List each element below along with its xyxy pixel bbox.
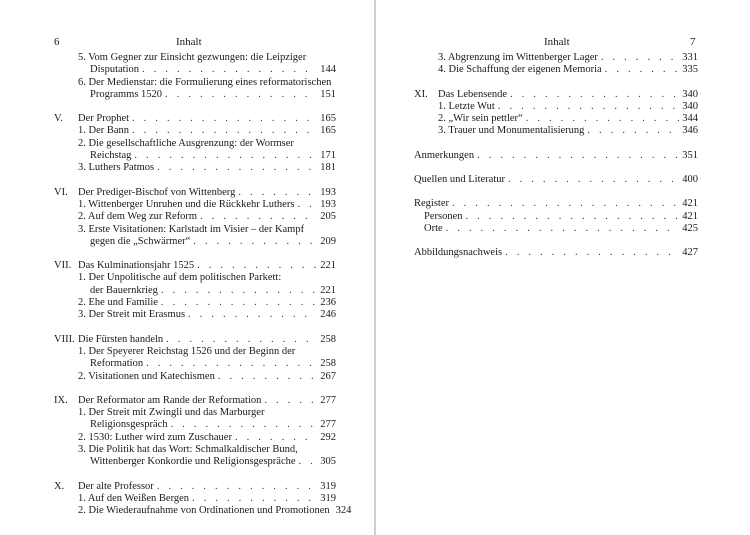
toc-entry-text: Register bbox=[414, 198, 449, 210]
toc-sub-entry[interactable] bbox=[78, 52, 336, 77]
toc-entry-text: gegen die „Schwärmer“ bbox=[90, 235, 191, 247]
toc-entry-text: 2. Die Wiederaufnahme von Ordinationen und Promotionen bbox=[78, 505, 330, 517]
chapter-number: IX. bbox=[54, 394, 68, 406]
toc-chapter bbox=[54, 187, 336, 248]
dot-leader bbox=[235, 432, 317, 444]
toc-sub-entry[interactable] bbox=[78, 297, 336, 309]
toc-page-number: 221 bbox=[320, 260, 336, 272]
toc-chapter bbox=[54, 334, 336, 383]
toc-entry-text: 4. Die Schaffung der eigenen Memoria bbox=[438, 64, 602, 76]
toc-sub-entry[interactable] bbox=[438, 52, 698, 64]
dot-leader bbox=[297, 199, 317, 211]
toc-entry-text: 3. Der Streit mit Erasmus bbox=[78, 309, 186, 321]
toc-register bbox=[414, 198, 698, 235]
toc-entry-text: Programms 1520 bbox=[90, 88, 163, 100]
chapter-number: VI. bbox=[54, 186, 68, 198]
toc-sub-entry[interactable] bbox=[78, 505, 352, 517]
dot-leader bbox=[508, 174, 679, 186]
toc-page-number: 221 bbox=[320, 284, 336, 296]
dot-leader bbox=[601, 52, 679, 64]
toc-sub-entry[interactable] bbox=[78, 162, 336, 174]
toc-entry-text: 1. Wittenberger Unruhen und die Rückkehr Luthers bbox=[78, 198, 295, 210]
toc-page-number: 277 bbox=[320, 419, 336, 431]
dot-leader bbox=[605, 64, 680, 76]
toc-chapter bbox=[414, 89, 698, 138]
toc-page-number: 144 bbox=[320, 64, 336, 76]
toc-sub-entry[interactable] bbox=[78, 125, 336, 137]
chapter-title: Das Lebensende bbox=[438, 88, 508, 100]
toc-entry-text: Reichstag bbox=[90, 150, 132, 162]
dot-leader bbox=[587, 125, 679, 137]
toc-entry-text: 2. 1530: Luther wird zum Zuschauer bbox=[78, 431, 232, 443]
toc-chapter-entry[interactable] bbox=[414, 89, 698, 101]
right-page bbox=[376, 0, 750, 535]
toc-entry-text: 1. Der Streit mit Zwingli und das Marburger bbox=[78, 407, 265, 419]
toc-entry-text: Orte bbox=[424, 222, 443, 234]
chapter-title: Der Prophet bbox=[78, 113, 130, 125]
toc-sub-entry[interactable] bbox=[78, 407, 336, 432]
dot-leader bbox=[132, 125, 317, 137]
dot-leader bbox=[188, 309, 317, 321]
toc-chapter-entry[interactable] bbox=[54, 260, 336, 272]
toc-entry-text: Disputation bbox=[90, 64, 139, 76]
toc-page-number: 400 bbox=[682, 174, 698, 186]
toc-sub-entry[interactable] bbox=[438, 64, 698, 76]
toc-entry-text: 2. „Wir sein pettler“ bbox=[438, 113, 523, 125]
toc-sub-entry[interactable] bbox=[78, 346, 336, 371]
toc-entry-register[interactable] bbox=[414, 198, 698, 210]
dot-leader bbox=[197, 260, 317, 272]
toc-page-number: 346 bbox=[682, 125, 698, 137]
left-running-head: Inhalt bbox=[176, 36, 202, 48]
chapter-number: VIII. bbox=[54, 333, 75, 345]
toc-page-number: 319 bbox=[320, 480, 336, 492]
toc-sub-entry[interactable] bbox=[78, 309, 336, 321]
dot-leader bbox=[134, 150, 317, 162]
toc-page-number: 236 bbox=[320, 297, 336, 309]
toc-entry-figures[interactable] bbox=[414, 247, 698, 259]
dot-leader bbox=[142, 64, 317, 76]
dot-leader bbox=[161, 297, 317, 309]
toc-appendix-notes bbox=[414, 150, 698, 162]
toc-sub-entry[interactable] bbox=[78, 444, 336, 469]
toc-sub-entry[interactable] bbox=[78, 138, 336, 163]
dot-leader bbox=[166, 334, 317, 346]
toc-page-number: 421 bbox=[682, 210, 698, 222]
toc-page-number: 151 bbox=[320, 88, 336, 100]
right-toc bbox=[414, 52, 698, 272]
toc-page-number: 344 bbox=[682, 113, 698, 125]
toc-page-number: 425 bbox=[682, 222, 698, 234]
toc-page-number: 340 bbox=[682, 100, 698, 112]
toc-entry-text: 1. Der Speyerer Reichstag 1526 und der Beginn der bbox=[78, 345, 296, 357]
dot-leader bbox=[505, 247, 679, 259]
toc-sub-entry[interactable] bbox=[438, 101, 698, 113]
toc-entry-text: Reformation bbox=[90, 358, 144, 370]
toc-group-continued bbox=[54, 52, 336, 101]
toc-chapter bbox=[54, 480, 352, 518]
chapter-title: Der alte Professor bbox=[78, 480, 154, 492]
dot-leader bbox=[238, 187, 317, 199]
dot-leader bbox=[157, 162, 317, 174]
toc-entry-text: 2. Die gesellschaftliche Ausgrenzung: der Wormser bbox=[78, 137, 294, 149]
toc-entry-text: 3. Erste Visitationen: Karlstadt im Visier – der Kampf bbox=[78, 223, 305, 235]
toc-sub-entry[interactable] bbox=[78, 493, 336, 505]
toc-chapter bbox=[54, 113, 336, 174]
toc-chapter-entry[interactable] bbox=[54, 113, 336, 125]
toc-chapter-entry[interactable] bbox=[54, 395, 336, 407]
dot-leader bbox=[218, 371, 317, 383]
toc-page-number: 267 bbox=[320, 370, 336, 382]
toc-appendix-sources bbox=[414, 174, 698, 186]
dot-leader bbox=[526, 113, 680, 125]
toc-page-number: 331 bbox=[682, 52, 698, 63]
toc-page-number: 209 bbox=[320, 235, 336, 247]
toc-chapter bbox=[54, 260, 336, 321]
toc-entry-text: 3. Abgrenzung im Wittenberger Lager bbox=[438, 52, 598, 63]
toc-entry-text: 1. Auf den Weißen Bergen bbox=[78, 492, 190, 504]
toc-sub-entry[interactable] bbox=[438, 125, 698, 137]
toc-entry-text: Abbildungsnachweis bbox=[414, 247, 503, 259]
dot-leader bbox=[200, 211, 317, 223]
toc-entry-sources[interactable] bbox=[414, 174, 698, 186]
toc-entry-text: 6. Der Medienstar: die Formulierung eines reformatorischen bbox=[78, 76, 332, 88]
toc-page-number: 193 bbox=[320, 198, 336, 210]
toc-sub-entry[interactable] bbox=[78, 199, 336, 211]
chapter-number: V. bbox=[54, 113, 63, 125]
dot-leader bbox=[161, 285, 317, 297]
toc-page-number: 171 bbox=[320, 150, 336, 162]
toc-chapter bbox=[54, 395, 336, 469]
right-running-head: Inhalt bbox=[544, 36, 570, 48]
left-toc bbox=[54, 52, 352, 530]
toc-page-number: 324 bbox=[335, 505, 352, 517]
dot-leader bbox=[446, 223, 680, 235]
toc-entry-text: Anmerkungen bbox=[414, 149, 475, 161]
toc-entry-text: 3. Trauer und Monumentalisierung bbox=[438, 125, 585, 137]
toc-entry-text: der Bauernkrieg bbox=[90, 284, 158, 296]
toc-page-number: 258 bbox=[320, 333, 336, 345]
toc-page-number: 193 bbox=[320, 186, 336, 198]
toc-chapter-entry[interactable] bbox=[54, 334, 336, 346]
toc-page-number: 258 bbox=[320, 358, 336, 370]
toc-entry-text: 3. Die Politik hat das Wort: Schmalkaldischer Bund, bbox=[78, 444, 298, 456]
toc-entry-text: Quellen und Literatur bbox=[414, 174, 505, 186]
dot-leader bbox=[132, 113, 317, 125]
toc-entry-register-persons[interactable] bbox=[424, 211, 698, 223]
toc-sub-entry[interactable] bbox=[78, 272, 336, 297]
dot-leader bbox=[299, 456, 318, 468]
left-page bbox=[0, 0, 374, 535]
toc-entry-register-places[interactable] bbox=[424, 223, 698, 235]
dot-leader bbox=[452, 198, 679, 210]
dot-leader bbox=[466, 211, 680, 223]
dot-leader bbox=[171, 419, 318, 431]
left-page-number: 6 bbox=[54, 36, 60, 48]
toc-page-number: 165 bbox=[320, 113, 336, 125]
toc-page-number: 181 bbox=[320, 162, 336, 174]
chapter-title: Der Reformator am Rande der Reformation bbox=[78, 394, 262, 406]
chapter-number: XI. bbox=[414, 88, 428, 100]
chapter-title: Das Kulminationsjahr 1525 bbox=[78, 260, 195, 272]
toc-figures bbox=[414, 247, 698, 259]
toc-sub-entry[interactable] bbox=[78, 224, 336, 249]
dot-leader bbox=[193, 236, 317, 248]
toc-page-number: 427 bbox=[682, 247, 698, 259]
toc-sub-entry[interactable] bbox=[78, 371, 336, 383]
toc-entry-notes[interactable] bbox=[414, 150, 698, 162]
toc-page-number: 292 bbox=[320, 431, 336, 443]
toc-entry-text: 2. Ehe und Familie bbox=[78, 297, 158, 309]
chapter-number: X. bbox=[54, 480, 65, 492]
toc-page-number: 335 bbox=[682, 64, 698, 76]
toc-sub-entry[interactable] bbox=[78, 211, 336, 223]
dot-leader bbox=[498, 101, 679, 113]
toc-entry-text: Wittenberger Konkordie und Religionsgespräche bbox=[90, 456, 296, 468]
toc-page-number: 165 bbox=[320, 125, 336, 137]
toc-page-number: 305 bbox=[320, 456, 336, 468]
toc-sub-entry[interactable] bbox=[78, 432, 336, 444]
dot-leader bbox=[510, 89, 679, 101]
toc-page-number: 205 bbox=[320, 211, 336, 223]
toc-entry-text: 3. Luthers Patmos bbox=[78, 162, 155, 174]
left-chapter-list bbox=[54, 113, 352, 517]
chapter-title: Die Fürsten handeln bbox=[78, 333, 164, 345]
dot-leader bbox=[477, 150, 679, 162]
chapter-number: VII. bbox=[54, 260, 72, 272]
toc-entry-text: Personen bbox=[424, 210, 463, 222]
toc-page-number: 319 bbox=[320, 492, 336, 504]
toc-group-continued bbox=[414, 52, 698, 77]
toc-page-number: 421 bbox=[682, 198, 698, 210]
toc-chapter-entry[interactable] bbox=[54, 187, 336, 199]
dot-leader bbox=[146, 358, 317, 370]
toc-entry-text: Religionsgespräch bbox=[90, 419, 168, 431]
dot-leader bbox=[192, 493, 317, 505]
toc-page-number: 246 bbox=[320, 309, 336, 321]
toc-sub-entry[interactable] bbox=[438, 113, 698, 125]
toc-entry-text: 5. Vom Gegner zur Einsicht gezwungen: die Leipziger bbox=[78, 52, 307, 63]
dot-leader bbox=[165, 89, 317, 101]
toc-entry-text: 1. Der Unpolitische auf dem politischen Parkett: bbox=[78, 272, 282, 284]
toc-entry-text: 1. Der Bann bbox=[78, 125, 130, 137]
chapter-title: Der Prediger-Bischof von Wittenberg bbox=[78, 186, 236, 198]
toc-page-number: 277 bbox=[320, 394, 336, 406]
toc-entry-text: 2. Visitationen und Katechismen bbox=[78, 370, 215, 382]
toc-page-number: 340 bbox=[682, 88, 698, 100]
toc-page-number: 351 bbox=[682, 149, 698, 161]
right-page-number: 7 bbox=[690, 36, 696, 48]
dot-leader bbox=[157, 481, 317, 493]
toc-chapter-entry[interactable] bbox=[54, 481, 336, 493]
dot-leader bbox=[264, 395, 317, 407]
toc-sub-entry[interactable] bbox=[78, 77, 336, 102]
toc-entry-text: 2. Auf dem Weg zur Reform bbox=[78, 211, 198, 223]
toc-entry-text: 1. Letzte Wut bbox=[438, 100, 495, 112]
